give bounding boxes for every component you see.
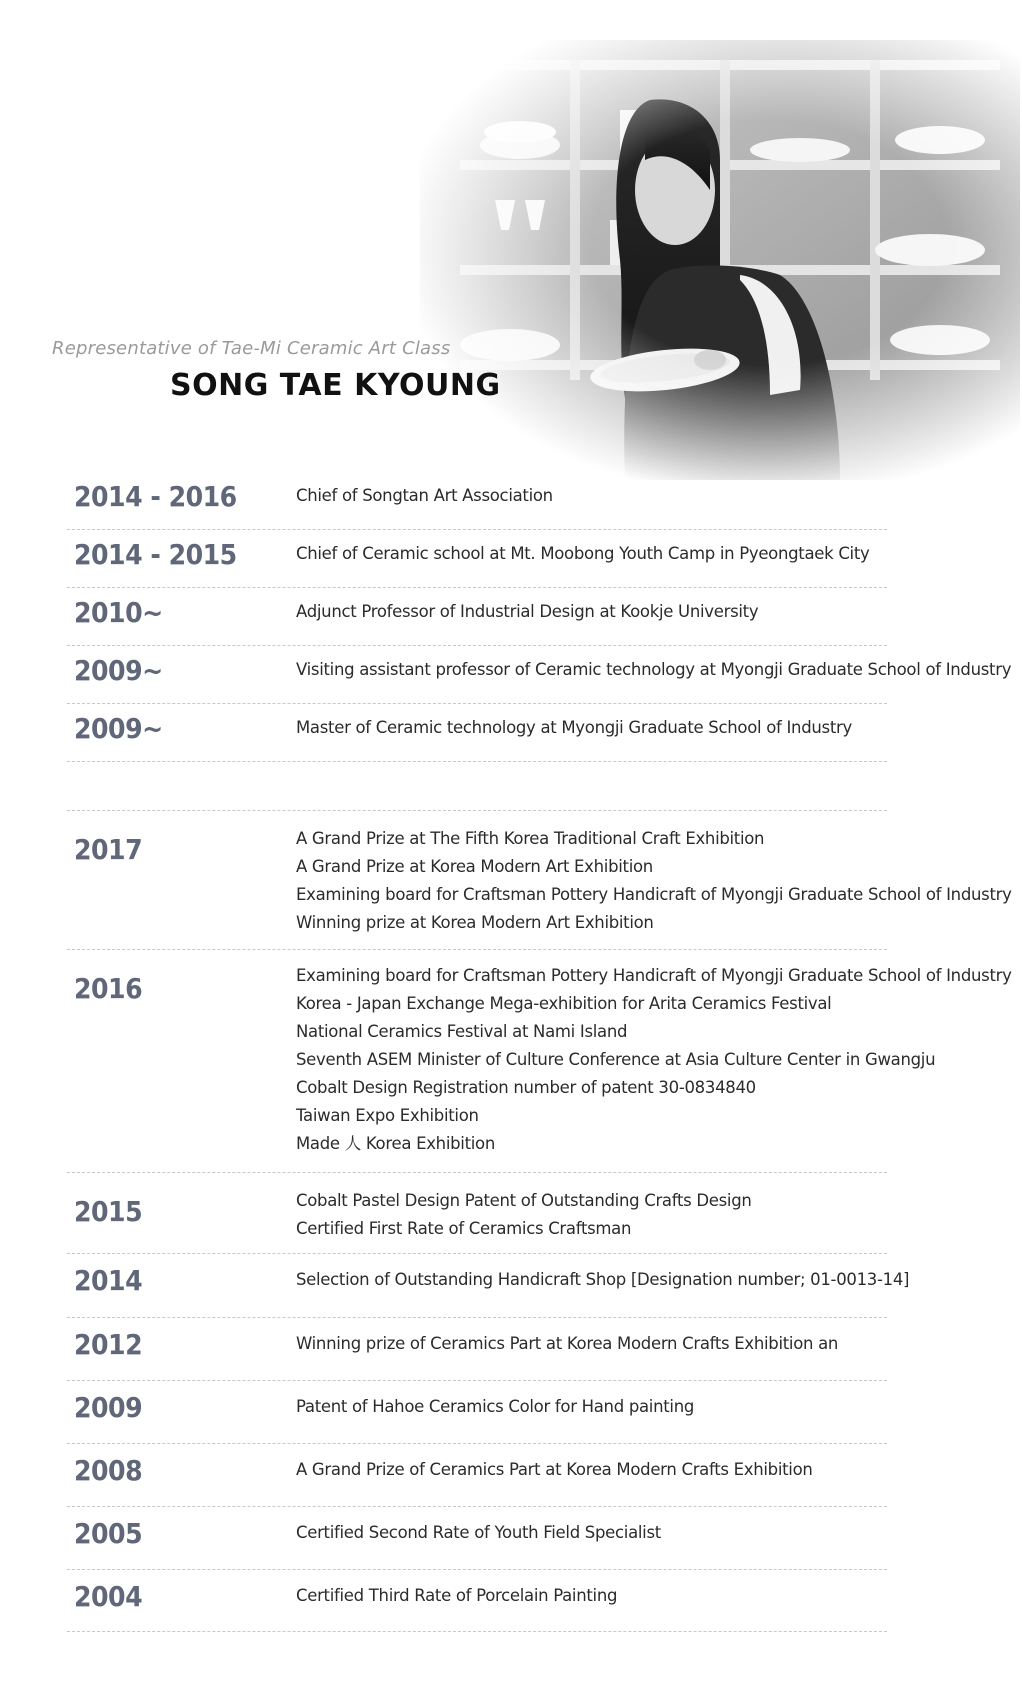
timeline-items (296, 811, 1016, 949)
timeline-year: 2009~ (74, 654, 163, 687)
timeline-row (67, 1254, 910, 1318)
timeline-row (67, 588, 887, 646)
timeline-year: 2016 (74, 972, 143, 1005)
achievements-list (67, 811, 1022, 1632)
timeline-row (67, 530, 887, 588)
timeline-item: National Ceramics Festival at Nami Island (296, 1022, 628, 1041)
subtitle: Representative of Tae-Mi Ceramic Art Class (52, 338, 451, 359)
timeline-items (296, 1444, 1016, 1506)
timeline-year: 2009~ (74, 712, 163, 745)
timeline-item: Chief of Songtan Art Association (296, 486, 553, 505)
timeline-item: Certified Third Rate of Porcelain Painting (296, 1586, 618, 1605)
timeline-item: Chief of Ceramic school at Mt. Moobong Youth Camp in Pyeongtaek City (296, 544, 870, 563)
timeline-item: Taiwan Expo Exhibition (296, 1106, 479, 1125)
artist-photo-illustration (420, 40, 1020, 480)
timeline-item: Seventh ASEM Minister of Culture Conference at Asia Culture Center in Gwangju (296, 1050, 936, 1069)
timeline-item: Visiting assistant professor of Ceramic technology at Myongji Graduate School of Industry (296, 660, 1012, 679)
timeline-row (67, 811, 1012, 950)
timeline-items (296, 1570, 1016, 1631)
timeline-row (67, 646, 1012, 704)
timeline-item: Korea - Japan Exchange Mega-exhibition for Arita Ceramics Festival (296, 994, 832, 1013)
career-timeline (67, 472, 1022, 1632)
timeline-items (296, 588, 1016, 645)
timeline-item: Master of Ceramic technology at Myongji Graduate School of Industry (296, 718, 852, 737)
timeline-year: 2008 (74, 1454, 143, 1487)
timeline-item: Cobalt Pastel Design Patent of Outstanding Crafts Design (296, 1191, 752, 1210)
timeline-item: Adjunct Professor of Industrial Design at Kookje University (296, 602, 759, 621)
timeline-items (296, 472, 1016, 529)
timeline-year: 2015 (74, 1195, 143, 1228)
positions-list (67, 472, 1022, 762)
timeline-items (296, 1318, 1016, 1380)
timeline-year: 2014 - 2016 (74, 480, 237, 513)
timeline-item: Examining board for Craftsman Pottery Handicraft of Myongji Graduate School of Industry (296, 966, 1012, 985)
timeline-row (67, 1444, 887, 1507)
timeline-row (67, 1570, 887, 1632)
timeline-row (67, 704, 887, 762)
timeline-row (67, 950, 1012, 1173)
timeline-item: Examining board for Craftsman Pottery Handicraft of Myongji Graduate School of Industry (296, 885, 1012, 904)
timeline-year: 2009 (74, 1391, 143, 1424)
timeline-row (67, 1173, 887, 1254)
timeline-items (296, 950, 1016, 1172)
timeline-year: 2004 (74, 1580, 143, 1613)
timeline-item: Made 人 Korea Exhibition (296, 1134, 495, 1153)
timeline-items (296, 1381, 1016, 1443)
timeline-item: Patent of Hahoe Ceramics Color for Hand painting (296, 1397, 695, 1416)
timeline-row (67, 1318, 887, 1381)
artist-photo (420, 40, 1020, 480)
timeline-item: A Grand Prize at Korea Modern Art Exhibition (296, 857, 653, 876)
timeline-item: Certified First Rate of Ceramics Craftsman (296, 1219, 632, 1238)
timeline-items (296, 1254, 1016, 1317)
timeline-row (67, 1381, 887, 1444)
timeline-items (296, 1173, 1016, 1253)
timeline-year: 2014 (74, 1264, 143, 1297)
timeline-year: 2010~ (74, 596, 163, 629)
hero-section (0, 0, 1022, 470)
timeline-items (296, 704, 1016, 761)
artist-name: SONG TAE KYOUNG (170, 368, 501, 403)
timeline-year: 2005 (74, 1517, 143, 1550)
timeline-items (296, 1507, 1016, 1569)
timeline-item: Selection of Outstanding Handicraft Shop [Designation number; 01-0013-14] (296, 1270, 910, 1289)
timeline-item: A Grand Prize of Ceramics Part at Korea Modern Crafts Exhibition (296, 1460, 813, 1479)
timeline-item: Winning prize of Ceramics Part at Korea Modern Crafts Exhibition an (296, 1334, 839, 1353)
timeline-year: 2014 - 2015 (74, 538, 237, 571)
timeline-item: Winning prize at Korea Modern Art Exhibition (296, 913, 654, 932)
timeline-year: 2012 (74, 1328, 143, 1361)
timeline-item: Cobalt Design Registration number of patent 30-0834840 (296, 1078, 756, 1097)
timeline-row (67, 1507, 887, 1570)
timeline-item: Certified Second Rate of Youth Field Specialist (296, 1523, 661, 1542)
timeline-item: A Grand Prize at The Fifth Korea Traditional Craft Exhibition (296, 829, 765, 848)
timeline-items (296, 646, 1016, 703)
timeline-items (296, 530, 1016, 587)
timeline-year: 2017 (74, 833, 143, 866)
timeline-row (67, 472, 887, 530)
section-divider (67, 762, 887, 811)
